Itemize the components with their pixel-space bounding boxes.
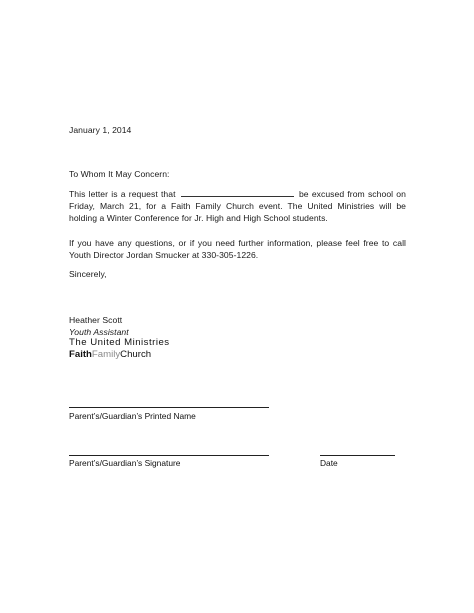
printed-name-line[interactable] xyxy=(69,407,269,408)
paragraph-contact-line-1: If you have any questions, or if you need further information, please feel free to call xyxy=(69,238,406,248)
paragraph-contact xyxy=(69,237,406,261)
paragraph-contact-line-2: Youth Director Jordan Smucker at 330-305-1226. xyxy=(69,250,259,261)
request-text-after-blank: be excused from school on xyxy=(298,189,406,199)
request-text-before-blank: This letter is a request that xyxy=(69,189,176,199)
paragraph-request-line-1 xyxy=(69,188,406,200)
signer-title: Youth Assistant xyxy=(69,327,129,337)
student-name-blank[interactable] xyxy=(181,188,294,197)
closing: Sincerely, xyxy=(69,269,107,279)
paragraph-request-line-3: holding a Winter Conference for Jr. High and High School students. xyxy=(69,213,328,224)
printed-name-label: Parent’s/Guardian’s Printed Name xyxy=(69,411,196,421)
salutation: To Whom It May Concern: xyxy=(69,169,170,179)
brand-part-faith: Faith xyxy=(69,349,92,360)
date-line[interactable] xyxy=(320,455,395,456)
brand-part-family: Family xyxy=(91,349,121,360)
paragraph-request-line-2: Friday, March 21, for a Faith Family Church event. The United Ministries will be xyxy=(69,201,406,212)
signature-line[interactable] xyxy=(69,455,269,456)
brand-part-church: Church xyxy=(120,349,152,360)
letter-date: January 1, 2014 xyxy=(69,125,132,135)
organization-name: The United Ministries xyxy=(69,337,170,348)
church-brand-logo xyxy=(69,348,151,361)
date-label: Date xyxy=(320,458,338,468)
paragraph-request xyxy=(69,188,406,225)
signature-label: Parent’s/Guardian’s Signature xyxy=(69,458,181,468)
signer-name: Heather Scott xyxy=(69,315,123,325)
